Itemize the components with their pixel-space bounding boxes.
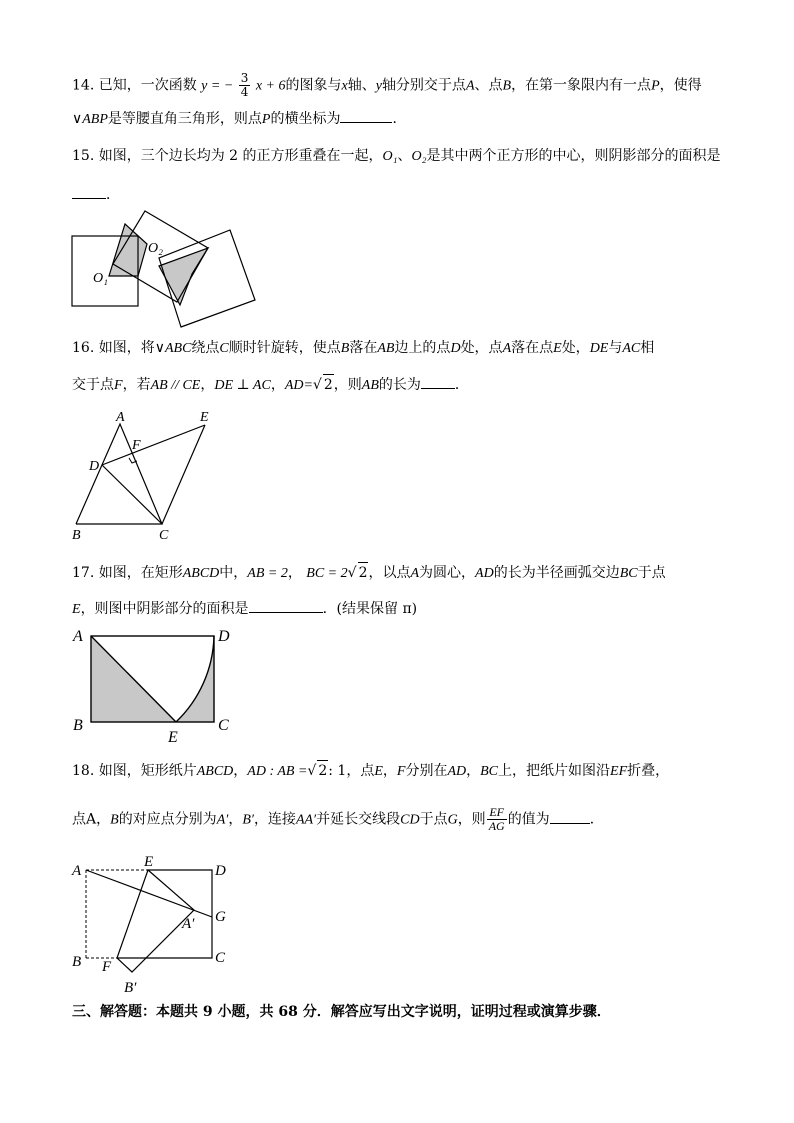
- q15-line1: 15. 如图，三个边长均为 2 的正方形重叠在一起，O₁、O₂是其中两个正方形的中心，则阴影部分的面积是: [72, 148, 721, 164]
- label-a: A: [72, 863, 82, 879]
- q18-figure: [62, 852, 242, 998]
- label-c: C: [215, 950, 226, 966]
- q15-figure: [60, 200, 280, 335]
- answer-blank: [550, 809, 590, 824]
- section-3-heading: 三、解答题：本题共 9 小题，共 68 分．解答应写出文字说明，证明过程或演算步骤．: [72, 1004, 611, 1020]
- q16-line1: 16. 如图，将∨ABC绕点C顺时针旋转，使点B落在AB边上的点D处，点A落在点E处，DE与AC相: [72, 340, 655, 356]
- label-o1: O₁: [93, 271, 108, 286]
- q15-line2: ．: [72, 184, 120, 205]
- label-f: F: [132, 438, 141, 453]
- shaded-region-right: [159, 248, 208, 305]
- label-c: C: [159, 528, 169, 543]
- label-a: A: [73, 628, 83, 645]
- answer-blank: [340, 108, 392, 123]
- label-e: E: [200, 410, 209, 425]
- label-f: F: [102, 959, 112, 975]
- segment-ag: [86, 870, 212, 917]
- label-c: C: [218, 717, 229, 734]
- q17-line2: E，则图中阴影部分的面积是 ．(结果保留 π): [72, 598, 417, 620]
- q18-line1: 18. 如图，矩形纸片ABCD，AD : AB =√ 2: 1，点E，F分别在AD，BC上，把纸片如图沿EF折叠，: [72, 760, 669, 782]
- shaded-region-left: [109, 224, 147, 276]
- q14-line1: 14. 已知，一次函数 y = − $\frac{3}{4}$ x + 6的图象与x轴、y轴分别交于点A、点B，在第一象限内有一点P，使得: [72, 71, 702, 99]
- label-a-prime: A′: [182, 916, 195, 932]
- label-g: G: [215, 909, 226, 925]
- label-b-prime: B′: [124, 980, 137, 996]
- q17-figure: [68, 624, 248, 746]
- q18-line2: 点A，B的对应点分别为A′，B′，连接AA′并延长交线段CD于点G，则 $\frac{EF}{AG}$ 的值为 ．: [72, 805, 604, 833]
- q16-line2: 交于点F，若AB // CE，DE ⊥ AC，AD=√ 2，则AB的长为 ．: [72, 374, 469, 396]
- label-e: E: [144, 854, 154, 870]
- q14-line2: ∨ABP是等腰直角三角形，则点P的横坐标为 ．: [72, 108, 406, 130]
- fraction-ef-ag: $\frac{EF}{AG}$: [488, 805, 505, 833]
- label-b: B: [73, 717, 83, 734]
- triangle-abc: [76, 424, 162, 524]
- segment-ce: [162, 425, 205, 524]
- q17-line1: 17. 如图，在矩形ABCD中，AB = 2， BC = 2√ 2，以点A为圆心，AD的长为半径画弧交边BC于点: [72, 562, 666, 584]
- answer-blank: [421, 374, 455, 389]
- rectangle-edcf: [117, 870, 212, 958]
- label-a: A: [116, 410, 125, 425]
- label-d: D: [215, 863, 226, 879]
- q16-figure: [62, 404, 232, 544]
- fraction-3-4: $\frac{3}{4}$: [240, 71, 249, 99]
- label-o2: O₂: [148, 241, 163, 256]
- label-b: B: [72, 528, 81, 543]
- answer-blank: [72, 184, 106, 199]
- label-e: E: [168, 729, 178, 746]
- shaded-region: [91, 636, 214, 722]
- answer-blank: [249, 598, 323, 613]
- label-d: D: [218, 628, 230, 645]
- label-b: B: [72, 954, 82, 970]
- segment-dc: [102, 465, 162, 524]
- label-d: D: [89, 459, 100, 474]
